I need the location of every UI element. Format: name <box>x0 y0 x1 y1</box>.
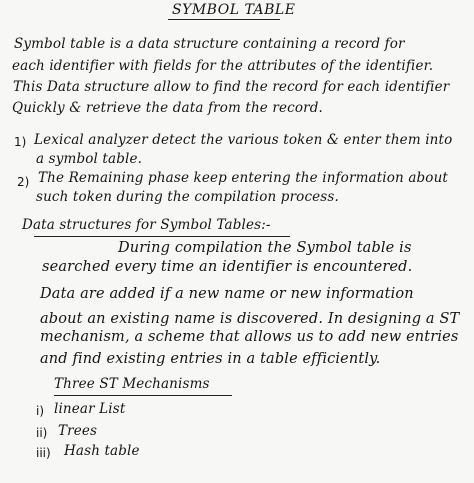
mechanisms-heading: Three ST Mechanisms <box>54 376 210 392</box>
ds-line-3: Data are added if a new name or new information <box>40 286 414 302</box>
point-1-marker: 1) <box>14 135 27 149</box>
ds-line-2: searched every time an identifier is encountered. <box>42 259 413 275</box>
ds-line-5: mechanism, a scheme that allows us to add new entries <box>40 329 459 345</box>
mechanism-3-label: Hash table <box>64 443 140 459</box>
point-2-line-1: The Remaining phase keep entering the information about <box>38 170 449 186</box>
ds-line-1: During compilation the Symbol table is <box>118 240 412 256</box>
ds-line-4: about an existing name is discovered. In designing a ST <box>40 311 460 327</box>
point-1-line-2: a symbol table. <box>36 151 143 167</box>
intro-line-4: Quickly & retrieve the data from the record. <box>12 100 323 116</box>
title-underline <box>168 19 280 20</box>
point-2-marker: 2) <box>17 175 30 189</box>
point-2-line-2: such token during the compilation process. <box>36 189 339 205</box>
intro-line-1: Symbol table is a data structure containing a record for <box>14 36 405 52</box>
mechanisms-heading-underline <box>54 395 232 396</box>
point-1-line-1: Lexical analyzer detect the various token & enter them into <box>34 132 453 148</box>
mechanism-3-marker: iii) <box>36 446 51 460</box>
mechanism-1-marker: i) <box>36 404 45 418</box>
mechanism-1-label: linear List <box>54 401 126 417</box>
ds-line-6: and find existing entries in a table efficiently. <box>40 351 381 367</box>
ds-heading: Data structures for Symbol Tables:- <box>22 217 271 233</box>
mechanism-2-label: Trees <box>58 423 98 439</box>
ds-heading-underline <box>34 236 290 237</box>
mechanism-2-marker: ii) <box>36 426 48 440</box>
intro-line-2: each identifier with fields for the attributes of the identifier. <box>12 58 434 74</box>
intro-line-3: This Data structure allow to find the record for each identifier <box>13 79 450 95</box>
page-title: SYMBOL TABLE <box>172 2 296 18</box>
